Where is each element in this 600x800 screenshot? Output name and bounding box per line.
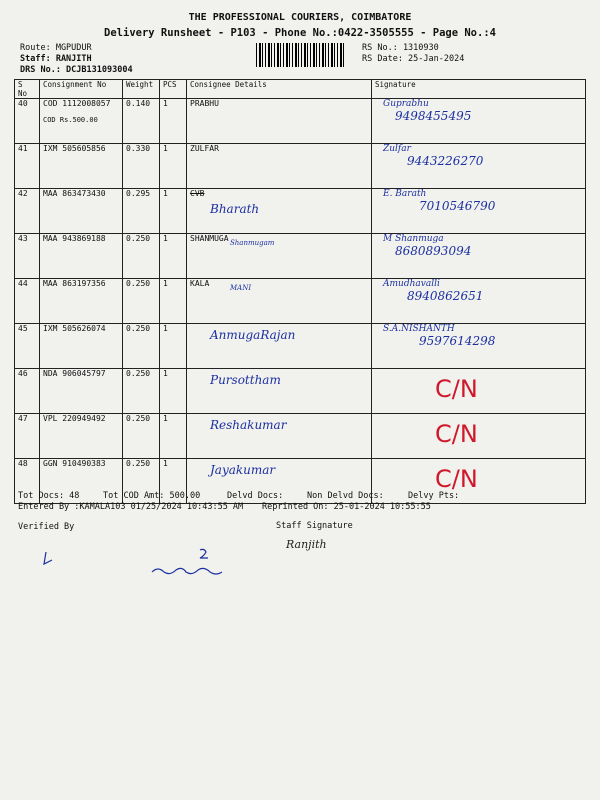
cell-weight (123, 369, 160, 414)
cell-sno (15, 144, 40, 189)
cell-sno (15, 189, 40, 234)
company-title: THE PROFESSIONAL COURIERS, COIMBATORE (188, 12, 412, 23)
sno: 45 (18, 324, 28, 333)
col-weight: Weight (123, 80, 160, 99)
table-row (15, 414, 586, 459)
col-consignment: Consignment No (40, 80, 123, 99)
cell-pcs (160, 414, 187, 459)
consignee-name: SHANMUGA (190, 234, 229, 243)
verified-by: Verified By (18, 522, 75, 532)
cell-consignee (187, 99, 372, 144)
cell-sno (15, 414, 40, 459)
cell-weight (123, 189, 160, 234)
handwritten-name: Shanmugam (230, 239, 275, 247)
sno: 43 (18, 234, 28, 243)
table-header-row (15, 80, 586, 99)
cell-pcs (160, 369, 187, 414)
cell-consignee (187, 369, 372, 414)
consignee-name: PRABHU (190, 99, 219, 108)
signature-name: Amudhavalli (383, 279, 440, 289)
cell-consignee (187, 324, 372, 369)
weight: 0.250 (126, 324, 151, 333)
barcode (256, 43, 344, 67)
cell-pcs (160, 234, 187, 279)
cell-pcs (160, 279, 187, 324)
cell-signature (372, 459, 586, 504)
cell-pcs (160, 144, 187, 189)
consignment-no: MAA 863473430 (43, 189, 106, 198)
table-row (15, 234, 586, 279)
cell-pcs (160, 189, 187, 234)
staff-label: Staff: RANJITH (20, 54, 92, 64)
delvy-pts: Delvy Pts: (408, 491, 460, 501)
cell-consignment (40, 144, 123, 189)
cell-consignee (187, 144, 372, 189)
cn-mark: C/N (435, 375, 478, 403)
sno: 41 (18, 144, 28, 153)
consignment-no: COD 1112008057 (43, 99, 111, 108)
sno: 44 (18, 279, 28, 288)
cell-consignment (40, 414, 123, 459)
consignment-no: IXM 505605856 (43, 144, 106, 153)
rs-date: RS Date: 25-Jan-2024 (362, 54, 465, 64)
col-pcs: PCS (160, 80, 187, 99)
cell-pcs (160, 324, 187, 369)
cell-signature (372, 189, 586, 234)
pcs: 1 (163, 234, 168, 243)
weight: 0.250 (126, 414, 151, 423)
table-row (15, 324, 586, 369)
sno: 42 (18, 189, 28, 198)
signature-phone: 9443226270 (407, 154, 484, 168)
signature-phone: 8940862651 (407, 289, 484, 303)
cn-mark: C/N (435, 420, 478, 448)
signature-phone: 7010546790 (419, 199, 496, 213)
staff-signature: Ranjith (286, 538, 327, 551)
handwritten-name: Bharath (210, 202, 260, 216)
signature-name: Zulfar (383, 144, 411, 154)
cell-consignment (40, 279, 123, 324)
cell-signature (372, 279, 586, 324)
cell-weight (123, 414, 160, 459)
cell-weight (123, 234, 160, 279)
cell-weight (123, 99, 160, 144)
cell-sno (15, 234, 40, 279)
cell-signature (372, 369, 586, 414)
table-row (15, 459, 586, 504)
cell-sno (15, 99, 40, 144)
pcs: 1 (163, 414, 168, 423)
table-row (15, 99, 586, 144)
cn-mark: C/N (435, 465, 478, 493)
cell-signature (372, 99, 586, 144)
cell-sno (15, 279, 40, 324)
staff-signature-label: Staff Signature (276, 521, 353, 531)
col-signature: Signature (372, 80, 586, 99)
cell-weight (123, 144, 160, 189)
consignee-name: CVB (190, 189, 205, 198)
non-delvd-docs: Non Delvd Docs: (307, 491, 384, 501)
handwritten-name: MANI (230, 284, 252, 292)
signature-phone: 8680893094 (395, 244, 472, 258)
weight: 0.140 (126, 99, 151, 108)
cell-consignee (187, 279, 372, 324)
consignment-no: MAA 863197356 (43, 279, 106, 288)
signature-phone: 9498455495 (395, 109, 472, 123)
drs-label: DRS No.: DCJB131093004 (20, 65, 133, 75)
consignment-no: GGN 910490383 (43, 459, 106, 468)
handwritten-name: Pursottham (210, 373, 281, 387)
handwritten-name: AnmugaRajan (210, 328, 296, 342)
weight: 0.250 (126, 279, 151, 288)
cell-sno (15, 369, 40, 414)
cell-consignment (40, 99, 123, 144)
weight: 0.250 (126, 234, 151, 243)
pcs: 1 (163, 99, 168, 108)
runsheet-subtitle: Delivery Runsheet - P103 - Phone No.:0422-3505555 - Page No.:4 (104, 27, 496, 39)
signature-name: M Shanmuga (383, 234, 444, 244)
cell-sno (15, 324, 40, 369)
delvd-docs: Delvd Docs: (227, 491, 284, 501)
runsheet-table (14, 79, 586, 504)
cell-consignee (187, 189, 372, 234)
weight: 0.330 (126, 144, 151, 153)
col-sno: S No (15, 80, 40, 99)
route-label: Route: MGPUDUR (20, 43, 92, 53)
pcs: 1 (163, 144, 168, 153)
cell-signature (372, 414, 586, 459)
tot-docs: Tot Docs: 48 (18, 491, 80, 501)
pcs: 1 (163, 459, 168, 468)
pcs: 1 (163, 189, 168, 198)
handwritten-name: Jayakumar (210, 463, 276, 477)
consignment-no: NDA 906045797 (43, 369, 106, 378)
cod-amount: COD Rs.500.00 (43, 116, 98, 124)
signature-phone: 9597614298 (419, 334, 496, 348)
cell-weight (123, 279, 160, 324)
cell-weight (123, 324, 160, 369)
tot-cod: Tot COD Amt: 500.00 (103, 491, 201, 501)
consignment-no: MAA 943869188 (43, 234, 106, 243)
table-row (15, 189, 586, 234)
sno: 48 (18, 459, 28, 468)
cell-pcs (160, 99, 187, 144)
table-row (15, 144, 586, 189)
cell-consignee (187, 234, 372, 279)
pcs: 1 (163, 279, 168, 288)
cell-signature (372, 144, 586, 189)
pcs: 1 (163, 324, 168, 333)
weight: 0.250 (126, 369, 151, 378)
table-row (15, 279, 586, 324)
weight: 0.250 (126, 459, 151, 468)
cell-consignment (40, 189, 123, 234)
pcs: 1 (163, 369, 168, 378)
cell-consignment (40, 369, 123, 414)
cell-consignee (187, 414, 372, 459)
sno: 40 (18, 99, 28, 108)
cell-consignment (40, 234, 123, 279)
consignment-no: IXM 505626074 (43, 324, 106, 333)
signature-name: E. Barath (383, 189, 427, 199)
verifier-scribbles (40, 548, 240, 588)
table-row (15, 369, 586, 414)
signature-name: Guprabhu (383, 99, 429, 109)
rs-no: RS No.: 1310930 (362, 43, 439, 53)
consignee-name: ZULFAR (190, 144, 219, 153)
cell-signature (372, 234, 586, 279)
entered-by: Entered By :KAMALA103 01/25/2024 10:43:55 AM (18, 502, 244, 512)
handwritten-name: Reshakumar (210, 418, 287, 432)
weight: 0.295 (126, 189, 151, 198)
reprinted-on: Reprinted On: 25-01-2024 10:55:55 (262, 502, 431, 512)
cell-consignment (40, 324, 123, 369)
consignee-name: KALA (190, 279, 210, 288)
sno: 46 (18, 369, 28, 378)
consignment-no: VPL 220949492 (43, 414, 106, 423)
col-consignee: Consignee Details (187, 80, 372, 99)
signature-name: S.A.NISHANTH (383, 324, 455, 334)
cell-signature (372, 324, 586, 369)
sno: 47 (18, 414, 28, 423)
